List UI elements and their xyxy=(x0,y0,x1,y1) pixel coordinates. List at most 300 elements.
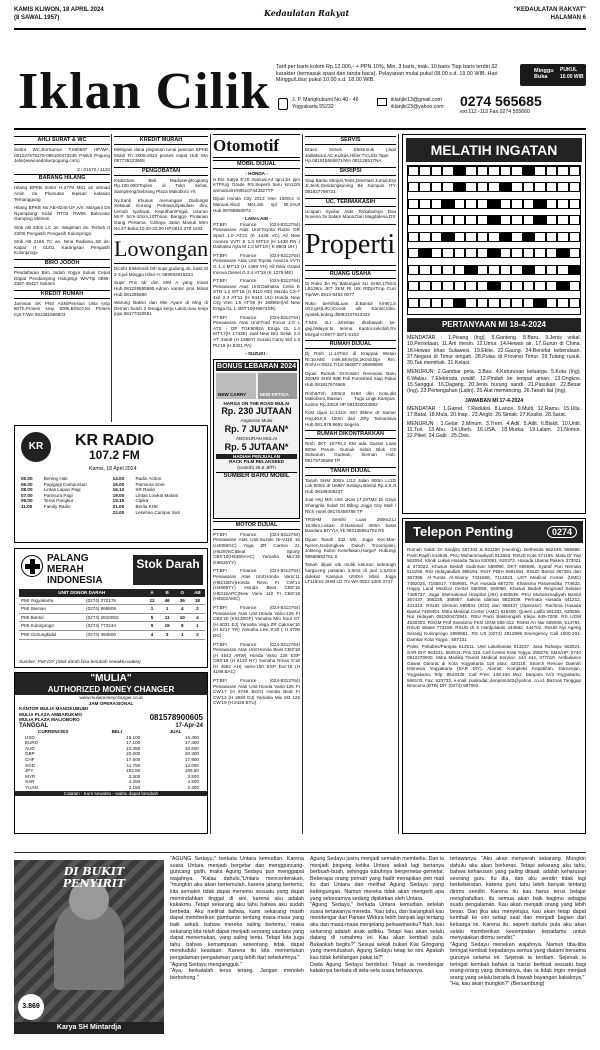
radio-program: Bening Hati xyxy=(43,476,68,481)
pmi-cell: (0274) 394600 xyxy=(86,631,116,637)
currency-cell: JPY xyxy=(25,768,34,774)
menurun-clues: MENURUN: 2.Gambar peta. 3.Bau. 4.Keturunan keluarga. 5.Kota (Ing). 6.Walau. 7.Elektroda positif. 12.Pindah ke tempat aman. 13.Ongkos. 15.Sanggul. 16.Dagang. 20.Jenis burung sandi. 21.Pasukan. 22.Besar (Ing). 23.Pertengahan (Latin). 25.Alat memancing. 26.Tanah liat (Ing). xyxy=(407,369,581,395)
office-2: MULIA PLAZA AMBARUKMO xyxy=(19,711,83,717)
crossword-cell xyxy=(534,166,545,176)
crossword-cell xyxy=(534,281,545,291)
crossword-cell xyxy=(569,298,580,308)
pmi-cell: (0274) 773244 xyxy=(86,623,116,629)
comic-title: DI BUKIT PENYIRIT xyxy=(62,865,126,890)
page-header xyxy=(14,7,586,29)
crossword-cell xyxy=(465,182,476,192)
crossword-cell xyxy=(557,166,568,176)
money-subtitle: AUTHORIZED MONEY CHANGER xyxy=(15,685,207,695)
crossword-cell xyxy=(431,248,442,258)
crossword-cell xyxy=(454,281,465,291)
radio-time: 19.00 xyxy=(112,492,125,498)
pmi-cell: 18 xyxy=(194,597,200,603)
crossword-cell xyxy=(419,281,430,291)
crossword-cell xyxy=(442,248,453,258)
crossword-cell xyxy=(557,265,568,275)
lowongan-heading: Lowongan xyxy=(114,234,208,264)
radio-program: Lintas Lowkin Malam xyxy=(135,492,179,498)
rack-label: RACK FILM RELAKSEED xyxy=(229,459,284,465)
pmi-cell: 11 xyxy=(164,614,170,620)
crossword-cell xyxy=(454,166,465,176)
crossword-cell xyxy=(557,199,568,209)
crossword-cell xyxy=(419,232,430,242)
currency-cell: GBP xyxy=(25,751,35,757)
crossword-cell xyxy=(511,265,522,275)
crossword-cell xyxy=(534,199,545,209)
pmi-row xyxy=(19,605,205,614)
pmi-row xyxy=(19,597,205,605)
crossword-cell xyxy=(454,232,465,242)
currency-cell: 12.000 xyxy=(184,762,199,768)
currency-cell: MYR xyxy=(25,773,36,779)
radio-program: Pamsura Sore xyxy=(135,481,165,487)
classified-ad: Ruko bersih&Luas Jl.Bantul km9(1,b otr2,grs(L/Kc)Cocok utk Kantor,toko, Apotek,bnkng.dlt083107643322 xyxy=(305,300,396,317)
crossword-cell xyxy=(442,199,453,209)
story-column-2: Agung Sedayu justru menjadi semakin membeku. Dan ia menjadi bingung ketika Untara sekali lagi bertanya berbuah-buah, sehingga tubuhnya bergemetar-gemetar. Beberapa orang pernah yang hadir merapikan peti mati itu dari Untara dan melihat Agung Sedayu yang kebingungan. Namun mereka tidak akan mengerti apa yang sebenarnya sedang dipikirkan oleh Untara. "Agung Sedayu," berkata Untara kemudian setelah suara tertawanya mereda. "kau tahu, dan barangkali kau mendengar dari Paman Widura lebih banyak lagi tentang aku dan masa-masa menjelang perkawinanku? Nah, kau sekarang adalah anak adikku. Tetapi kau akan selalu datang di rumahmu ini. Kau akan kembali pula. Bukankah begitu?" Sesuai sekali bukan Kiai Gringsing yang memutuskan, Agung Sedayu tetap ke sini. Apakah kau tidak kehilangan pakai ta?" Dada Agung Sedayu berdebur. Tetapi ia mendengar kakaknya berkata di sela-sela suara tertawanya. xyxy=(310,856,444,975)
classified-ad: Dicribr Elektronik bth supir,gudang,ob, kasir,Sl 2-3,juli Minggu Hbur H: 089092815224 xyxy=(114,266,208,277)
pmi-cell: 4 xyxy=(196,614,199,620)
classified-ad: PT.BFI Finance (024-8312764) Penawaran Atas Unit:Honda Beat CBS'19 (H 4543 ARW) Honda Vario 125 ESP CBS'15 (H 6133 NY) Yamaha Nmax S'18 (H 4592 AH) Vario-150 ESP Exc'18 (H 4198 BAC) xyxy=(213,641,300,675)
crossword-cell xyxy=(431,182,442,192)
crossword-cell xyxy=(488,199,499,209)
radio-program: Berita KHK xyxy=(135,503,159,509)
phone-icon xyxy=(278,98,288,110)
crossword-cell xyxy=(431,166,442,176)
crossword-cell xyxy=(511,281,522,291)
crossword-cell xyxy=(546,265,557,275)
suzuki-bonus-ad xyxy=(213,359,300,519)
crossword-cell xyxy=(511,232,522,242)
jawaban-title: JAWABAN MI 17-4-2024 xyxy=(464,397,524,404)
currency-cell: 17.900 xyxy=(184,756,199,762)
crossword-cell xyxy=(419,199,430,209)
column-4 xyxy=(305,134,396,834)
currency-cell: EURO xyxy=(25,740,39,746)
crossword-cell xyxy=(523,232,534,242)
crossword-cell xyxy=(408,166,419,176)
crossword-cell xyxy=(546,248,557,258)
crossword-title: MELATIH INGATAN xyxy=(406,138,582,162)
crossword-box xyxy=(402,134,586,514)
crossword-cell xyxy=(557,248,568,258)
pmi-cell: PMI Gunungkidul xyxy=(21,631,57,637)
currency-cell: 17.600 xyxy=(126,756,141,762)
classified-ad: Supir Prix tdr dim SIM A yang minat Hub.081229555990,Admin kantor pria Minat Hub.081295590 xyxy=(114,280,208,297)
kr-radio-box xyxy=(14,425,208,543)
radio-time: 21.00 xyxy=(112,503,125,509)
angsuran-value: Rp. 7 JUTAAN* xyxy=(224,424,289,434)
harga-label: HARGA ON THE ROAD MULAI xyxy=(223,400,290,406)
crossword-cell xyxy=(500,182,511,192)
crossword-cell xyxy=(419,248,430,258)
classified-ad: Dijual Tanah 332 M2, Jogja Kec.Mar- Njeren,Gedongkuw Dukuh Trooroyasri, Jokteng Kulon Kesefakan,Harga? Hubungi 08588652701 S xyxy=(305,536,396,559)
paper-title-right: "KEDAULATAN RAKYAT" xyxy=(513,7,586,13)
crossword-cell xyxy=(534,298,545,308)
crossword-cell xyxy=(442,182,453,192)
pmi-cell: 3 xyxy=(165,631,169,637)
crossword-cell xyxy=(546,215,557,225)
radio-program: Lintas Lapan Pagi xyxy=(43,487,81,493)
crossword-cell xyxy=(557,298,568,308)
radio-time: 16.00 xyxy=(112,481,125,487)
crossword-cell xyxy=(569,232,580,242)
radio-name: KR RADIO xyxy=(75,432,155,449)
crossword-cell xyxy=(488,215,499,225)
subsection-honda: - HONDA - xyxy=(245,171,268,176)
classified-ad: Tanah SHM 300m Lt12 Jalan 800m Lc2D Lok 600m dr UMBY Sedayu Bantul Rp.2,8 Jt Hub 08189408237 xyxy=(305,477,396,494)
tanggal-value: 17-Apr-24 xyxy=(175,722,203,729)
crossword-cell xyxy=(569,215,580,225)
minggu-label: Minggu Buka xyxy=(534,68,554,80)
crossword-cell xyxy=(442,215,453,225)
radio-program: Pamsura Pagi xyxy=(43,492,73,498)
pmi-header-cell: O xyxy=(180,590,185,595)
radio-program: Cipika xyxy=(135,498,149,504)
pmi-cell: 9 xyxy=(150,623,154,629)
crossword-cell xyxy=(465,232,476,242)
crossword-cell xyxy=(431,298,442,308)
crossword-cell xyxy=(408,232,419,242)
pmi-cell: PMI Yogyakarta xyxy=(21,597,54,603)
pmi-cell: 5 xyxy=(150,614,154,620)
pmi-cell: PMI Sleman xyxy=(21,606,47,612)
crossword-cell xyxy=(442,166,453,176)
email-1: iklanjkr13@gmail.com xyxy=(391,97,442,103)
pmi-header-cell: UNIT DONOR DARAH xyxy=(58,590,106,595)
radio-program: Family Radio xyxy=(43,503,71,509)
comic-illustration xyxy=(14,860,164,1034)
crossword-cell xyxy=(488,265,499,275)
pmi-cell: 8 xyxy=(181,623,184,629)
minggu-badge xyxy=(520,64,586,86)
crossword-cell xyxy=(477,166,488,176)
radio-time: 09.00 xyxy=(21,498,33,504)
crossword-cell xyxy=(546,182,557,192)
crossword-cell xyxy=(477,281,488,291)
classified-ad: Bravo Servis Elektronik (Jual JadiMsout,AC,Kulkas,Hifier,TV,LED,Tape Hp.081915555971/WA 081126517NA xyxy=(305,147,396,164)
pertanyaan-title: PERTANYAAN MI 18-4-2024 xyxy=(407,318,581,332)
whatsapp-number: 081578900605 xyxy=(149,713,203,722)
crossword-cell xyxy=(523,265,534,275)
pmi-cell: (0274) 372176 xyxy=(86,597,116,603)
crossword-cell xyxy=(408,298,419,308)
crossword-cell xyxy=(569,248,580,258)
pmi-cell: 1 xyxy=(165,606,169,612)
crossword-cell xyxy=(523,298,534,308)
crossword-cell xyxy=(442,265,453,275)
phone-ext: ext.112 -113 Fax.0274 555660 xyxy=(460,109,530,115)
crossword-cell xyxy=(419,166,430,176)
classified-ad: Ny.Santi Khusus menangani Diafungsi Seksual Kurang Perkasa,Ejakulasi dini, Lemah syahwat, Keputhan/Frigid. Ukuran Mr.P 5cm-10cm,10Thnan Banggo Prolanan Gang Pertama, Cahaya Jalan Masuk 50m No.47 Buka:10.00-20.00 HP.0812 278 1193 xyxy=(114,197,208,231)
money-title: "MULIA" xyxy=(15,673,207,685)
pmi-cell: 22 xyxy=(149,597,155,603)
angsuran-label: Angsuran Mulai xyxy=(240,418,273,424)
bonus-title: BONUS LEBARAN 2024 xyxy=(217,362,296,370)
classified-ad: Ksat2Jam Bali Madusenj/Kopiang Rp.100.000/Toples di Toko Sehat, Sampireng/Sebrang Plaza Malioboro Yk xyxy=(114,177,208,194)
currency-cell: 10.600 xyxy=(184,745,199,751)
crossword-cell xyxy=(454,182,465,192)
angsuran2-value: Rp. 5 JUTAAN* xyxy=(224,441,289,452)
crossword-cell xyxy=(408,265,419,275)
price-value: Rp. 230 JUTAAN xyxy=(221,406,292,417)
currency-cell: 16.400 xyxy=(184,734,199,740)
email-2: iklanjkr23@yahoo.com xyxy=(391,104,444,110)
crossword-cell xyxy=(431,215,442,225)
radio-schedule xyxy=(19,476,205,515)
crossword-cell xyxy=(534,232,545,242)
ertiga-label: NEW ERTIGA xyxy=(259,392,289,398)
section-kredit-murah: KREDIT MURAH xyxy=(114,136,208,145)
crossword-cell xyxy=(408,215,419,225)
currency-cell: 2.150 xyxy=(128,784,141,790)
currency-cell: 3.500 xyxy=(187,773,199,779)
currency-cell: USD xyxy=(25,734,35,740)
story-column-3: tertawanya, "Aku akan menyerah sekarang. Mungkin dahulu aku akan berkeras. Tetapi sekarang aku tahu, bahwa keharusan yang paling ditaati, adalah keharusan seorang guru. Itu dia, dan aku sendiri tidak lagi berkeberatan, karena guru tahu lebih banyak tentang dirimu sendiri. Karena itu kau harus terus belajar menghafalkan. Itu semua akan baik bagimu sebagai suatu pengalaman. Kau akan menjadi orang yang lebih besar. Dan jika aku menyetujui, kau akan tetap dapat kembali ke sini setiap saat dan menjadi bagian dari keluarga ini. Karena itu, seperti dahulu pula aku akan selalu memberikan kesempatan kepadamu untuk menyatakan dirimu sendiri." "Agung Sedayu menekan wajahnya. Namun tiba-tiba teringat kembali kepadanya semua yang dialami bersama gurunya selama ini. Sejenak ia terdiam. Sejenak ia teringat kembali bahwa ia harus berbuat sesuatu bagi orang-orang yang dicintainya, dan ia tidak ingin menjadi orang yang selalu berada di bawah bayangan kakaknya." "Ha, kau akan mungkin?" (Bersambung) xyxy=(450,856,586,988)
currency-cell: 17.400 xyxy=(184,740,199,746)
telepon-title: Telepon Penting xyxy=(413,524,514,539)
pmi-cell: PMI Bantul xyxy=(21,614,44,620)
currency-cell: 11.750 xyxy=(126,762,141,768)
currency-cell: CHF xyxy=(25,756,35,762)
crossword-cell xyxy=(546,281,557,291)
classified-ad: PT.BFI Finance (024-8312764) Penawaran Atas Unit:Daihatsu Ceria E STD 1.2 MT'18 (H 9110 ND) Mazda CX-7 4x2 2.3 AT'11 (H 8443 UU) Honda New City Vtec 1.5 AT'08 (H 1885NH)All New Ertiga GL 1.4MT'19(H8874SR) xyxy=(213,278,300,312)
crossword-cell xyxy=(477,265,488,275)
pukul-label: PUKUL 10.00 WIB xyxy=(560,67,584,80)
classified-ad: Jual Hrg Mrh Unit 1Kav LT.297M2 Di Griya Shangrila Indah Dl Bibng Jogja City Mall / Rich Hotel.08175458786 TP xyxy=(305,497,396,514)
pmi-cell: 1 xyxy=(196,623,199,629)
pmi-cell: 1 xyxy=(181,631,184,637)
crossword-cell xyxy=(557,215,568,225)
section-ahli-surat: AHLI SURAT & WC xyxy=(14,136,110,145)
currency-cell: 3.300 xyxy=(128,773,141,779)
crossword-cell xyxy=(454,248,465,258)
radio-time: 14.00 xyxy=(112,476,125,481)
crossword-cell xyxy=(500,298,511,308)
classified-ad: Ucapan Syukur Atas Terkabulnya Doa Novena 3x Salam Maria,Dari Magdalena DS xyxy=(305,208,396,220)
currency-cell: 4.500 xyxy=(187,779,199,785)
crossword-cell xyxy=(431,199,442,209)
crossword-cell xyxy=(557,182,568,192)
crossword-cell xyxy=(477,215,488,225)
currency-header: CURRENCIES xyxy=(38,728,69,734)
pmi-cell: 4 xyxy=(150,631,154,637)
crossword-cell xyxy=(523,215,534,225)
ad-code: 3 / 01570 / 1123 xyxy=(77,166,110,172)
crossword-cell xyxy=(534,265,545,275)
crossword-cell xyxy=(442,232,453,242)
classified-ad: Rmh&Tnh 100m2 SHM dlm Kota,dkt Malioboro,Stasiun Tugu,Lingk.Kampus, Kantor Rp.330Jt HP 081320033982 xyxy=(305,390,396,407)
crossword-cell xyxy=(569,281,580,291)
pmi-note: Sumber: PMI DIY (Stok darah bisa berubah sewaktu-waktu) xyxy=(19,659,141,664)
crossword-cell xyxy=(511,215,522,225)
newspaper-logo: Kedaulatan Rakyat xyxy=(264,8,350,18)
crossword-cell xyxy=(408,199,419,209)
money-site: www.muliamoneychanger.co.id xyxy=(79,695,143,700)
phone-number: 0274 565685 xyxy=(460,93,542,109)
currency-header: JUAL xyxy=(169,728,182,734)
money-note: Catatan : Kurs sewaktu - waktu dapat berubah xyxy=(15,791,207,797)
crossword-cell xyxy=(546,199,557,209)
radio-program: Teras Pangkur xyxy=(43,498,74,504)
classified-ad: H.Rio Satya E'20 manual,A4 tgn1,bs pjm KTP/Ug Grade RS,Seperti baru km12rb an/nama/Hr085107443327TP xyxy=(213,176,300,193)
pmi-cell: 19 xyxy=(164,623,170,629)
currency-cell: SAR xyxy=(25,779,35,785)
currency-cell: SGD xyxy=(25,762,35,768)
address-line-2: Yogyakarta 55232 xyxy=(292,104,334,110)
subsection-lain: - LAIN-LAIN - xyxy=(242,216,271,222)
jawaban-mendatar: MENDATAR : 1.Garret. 7.Reduksi. 8.Lance. 9.Multi. 12.Ramu. 15.Ulla. 17.Batal. 18.Mula. 20.Inap . 23.Anglo. 26.Simak. 27.Koalisi. 28.Sarat. xyxy=(407,405,581,419)
crossword-cell xyxy=(465,281,476,291)
dealer-name: SUMBER BARU MOBIL xyxy=(216,472,297,479)
section-kredit-rumah: KREDIT RUMAH xyxy=(14,290,110,299)
crossword-grid xyxy=(407,165,581,315)
classified-ad: Dj Ruko Jln Ry Bakungan 2Lt SHM,175m2 LB136m JKT 3KM Rt Utk RtDprTmp Cuci Tip/WA 0813-8484 0077 xyxy=(305,280,396,297)
crossword-cell xyxy=(442,281,453,291)
crossword-cell xyxy=(500,166,511,176)
crossword-cell xyxy=(523,281,534,291)
radio-program: Lesehan Campur Sari xyxy=(135,509,181,515)
crossword-cell xyxy=(488,232,499,242)
classified-ad: PT.BFI Finance (024-8312764) Penawaran Atas Unit:Suzuki Ni-V110 16 (H4059GC) Yoga ZR Carson 21 (H5297KC)Beat Sporty CBS'19(H5390AAC) Yamaha Mio'18 (H6525YY) xyxy=(213,531,300,565)
classified-ad: Stnk AB 4302 LC an. Wagiman ds. Terbah rt 23/06 Pengasih Pengasih Kulonprogo xyxy=(14,224,110,236)
radio-program: KR Radio xyxy=(135,487,156,493)
crossword-cell xyxy=(477,298,488,308)
crossword-cell xyxy=(511,298,522,308)
section-tanah-dijual: TANAH DIJUAL xyxy=(305,467,396,476)
crossword-cell xyxy=(500,215,511,225)
section-servis: SERVIS xyxy=(305,136,396,145)
tariff-info: Tarif per baris kolom Rp.12.000,- + PPN 10%, Min. 3 baris, mak. 10 baris Tiap baris terdiri 32 karakter (termasuk spasi dan tanda baca). Pelayanan mulai pukul 08.00 s.d. 19.00 WIB. Hari Minggu/Libur pukul 10.00 s.d. 18.00 WIB. xyxy=(276,64,498,83)
pmi-header-cell: B xyxy=(165,590,169,595)
radio-time: 16.10 xyxy=(112,487,125,493)
crossword-cell xyxy=(500,281,511,291)
section-terimakasih: UC. TERIMAKASIH xyxy=(305,198,396,207)
crossword-cell xyxy=(419,215,430,225)
telepon-code: 0274 xyxy=(547,526,577,538)
properti-heading: Properti xyxy=(305,224,396,266)
comic-caption: Karya SH Mintardja xyxy=(14,1022,164,1034)
crossword-cell xyxy=(431,232,442,242)
column-2 xyxy=(114,134,208,424)
pmi-cell: (0274) 2810062 xyxy=(86,614,119,620)
crossword-cell xyxy=(477,182,488,192)
section-ruang-usaha: RUANG USAHA xyxy=(305,270,396,279)
crossword-cell xyxy=(408,182,419,192)
crossword-cell xyxy=(488,281,499,291)
classified-ad: Melayani dana pinjaman tunai jaminan BPKB Mobil Th 2005-2024 proses cepat Hub WA 087739223668 xyxy=(114,147,208,164)
crossword-cell xyxy=(523,248,534,258)
jawaban-menurun: MENURUN : 1.Gelar. 2.Minum. 3.Trem. 4.Adil. 5.Atlit. 6.Biskit. 10.Until. 11.Tuli. 13.Abu. 14.Ubeh. 16.USA. 18.Murka. 19.Lalam. 21.Nomor. 22.Piket. 24.Gaib . 25.Osis. xyxy=(407,420,581,440)
office-3: MULIA PLAZA MALIOBORO xyxy=(19,717,80,723)
currency-cell: YUAN xyxy=(25,784,38,790)
radio-program: Radio Action xyxy=(135,476,162,481)
email-icon xyxy=(377,98,387,106)
classified-ad: Hilang BPKB No:AB-8240-UF A/n: Margani Ds Nyamplung Kidul RT03 RW05 Balecatur Gamping Sleman xyxy=(14,205,110,222)
money-changer-box xyxy=(14,672,208,834)
radio-date: Kamis, 18 April 2024 xyxy=(89,466,137,472)
currency-cell: 16.100 xyxy=(126,734,141,740)
classified-ad: PT.BFI Finance (024-8312764) Penawaran Atas Unit:Toyota Avanza VVTI G 1.3 MT'12 (H 1499 YH) All New Grand Innova Diesel G 2.4 AT'18 (K 1279 ME) xyxy=(213,252,300,275)
crossword-cell xyxy=(442,298,453,308)
classified-ad: Pendaftaran Biro Jodoh Yogya Solusi Cepat Dapat Pendamping HidupSgr WA/Tlp 0895-3367-39427 Sukses xyxy=(14,269,110,287)
date-javanese: (8 SAWAL 1957) xyxy=(14,15,60,21)
currency-cell: 20.300 xyxy=(184,751,199,757)
pmi-cell: 2 xyxy=(196,631,199,637)
classified-ad: Rmh 3KT 1KTRr,2 KM ada Garasi Luas 800w Perum Gumuk Indah Blok C9 Sidoarum Godean, Sleman Hub. 08179735558 TP xyxy=(305,441,396,463)
crossword-cell xyxy=(569,182,580,192)
crossword-cell xyxy=(569,166,580,176)
classified-ad: PT.BFI Finance (024-8312764) Penawaran Atas Unit:Ford Focus 2.0 L ATS - DP TGK9082A Ertiga GL 1.4 MT'17(H 1743E) Jual New Bro Seluk 2.3 AT' 2Ian8 (H 1696Y) Suzuki Carry Std 1.5 PU'18 (H 8321 PA) xyxy=(213,314,300,348)
classified-ad: Kost djual Lt.131m SKt 36kmr dr Samar ring.40Jt,6 100m dari JIRy Tamanlova Hub.081.878.8692 Segera xyxy=(305,410,396,427)
crossword-cell xyxy=(465,248,476,258)
crossword-cell xyxy=(419,298,430,308)
crossword-cell xyxy=(557,281,568,291)
classified-ad: Sedot WC,BorSumur T.560597 HP/WA: 081227575279-085100473235 P.Widi Pogung Jetis(www.sedotwcpogung.com) xyxy=(14,147,110,164)
tanggal-label: TANGGAL xyxy=(19,722,49,729)
currency-header: BELI xyxy=(111,728,123,734)
pmi-cell: 46 xyxy=(164,597,170,603)
classified-ad: PT.BFI Finance (024-8312764) Penawaran Atas Unit:Honda Vario'11 (H6215DV)Honda Revo FI CW'14 (H4869YY) Honda Beat CBS'18 (H5315APC)New Vario 110 FI CBS'18 (H4502AMC) xyxy=(213,568,300,602)
section-mobil-dijual: MOBIL DIJUAL xyxy=(213,160,300,169)
pmi-cell: PMI Kulonprogo xyxy=(21,623,54,629)
currency-cell: 17.100 xyxy=(126,740,141,746)
pmi-box xyxy=(14,548,208,668)
classified-ad: T.64m 2Lt 2Kestas 2kebawah ke- gaji,bMayor.ts terima Kantor,sekolah,Rv Morgal H:0877-3871-6103 xyxy=(305,320,396,337)
radio-time: 22.00 xyxy=(112,509,125,515)
crossword-cell xyxy=(534,215,545,225)
crossword-cell xyxy=(500,232,511,242)
section-biro-jodoh: BIRO JODOH xyxy=(14,259,110,268)
currency-cell: 2.300 xyxy=(187,784,199,790)
otomotif-heading: Otomotif xyxy=(213,134,300,158)
crossword-cell xyxy=(465,166,476,176)
carry-image xyxy=(216,373,256,399)
currency-cell: 103,50 xyxy=(126,768,141,774)
subsection-suzuki: - SUZUKI - xyxy=(245,351,268,357)
crossword-cell xyxy=(511,166,522,176)
crossword-cell xyxy=(454,215,465,225)
date-left: KAMIS KLIWON, 18 APRIL 2024 xyxy=(14,7,104,13)
pmi-row xyxy=(19,630,205,639)
crossword-cell xyxy=(546,232,557,242)
telepon-penting-box xyxy=(402,518,586,834)
classified-ad: Tanah dijual utk mulik keluran sebrangh harga.Hrg pasaran 3,8m2 di jual 1,5Jtm2 didekat Kampus UNISA Mlati Jogja LT115m2 SHM LD 7m WA 0822 1000 3747 xyxy=(305,562,396,585)
crossword-cell xyxy=(431,281,442,291)
classified-ad: Dj Rmh Lt.147m2 di Krapyak Wetan Rt:10,Mst mek,6Kmr(bt,2Kmd,Dpr Rm, Rmhr.H:0822.Tr1st.Nk0877-36999809 xyxy=(305,351,396,368)
radio-frequency: 107.2 FM xyxy=(89,448,140,462)
crossword-cell xyxy=(454,298,465,308)
radio-time: 08.00 xyxy=(21,487,33,493)
column-3 xyxy=(213,134,300,834)
pmi-cell: 1 xyxy=(150,606,154,612)
pmi-row xyxy=(19,613,205,622)
pmi-cell: 4 xyxy=(181,606,184,612)
crossword-cell xyxy=(523,166,534,176)
crossword-cell xyxy=(465,199,476,209)
pmi-header-cell: A xyxy=(150,590,154,595)
address-line-1: J. P. Mangkubumi No.40 - 46 xyxy=(292,97,359,103)
crossword-cell xyxy=(408,281,419,291)
classified-ad: Stnk AB 2165 TC an. Nina Radiana.,SE ds. Kapat rt 01/01 Karangsari Pengasih Kulonprogo xyxy=(14,239,110,256)
mendatar-clues: MENDATAR : 1.Pisang (Ing). 5.Ganteng. 8.Baru. 9.Jenis vokal. 10.Persetaan. 11.Arti mesin. 12.Umur. 14.Hewan air. 17.Gurun di China. 18.Hewan khas Sulawesi. 19.Ekite. 22.Gaung. 24.Bersifat kebendaan. 27.Negara di Timur tengah. 28.Pulau di Provinsi Timur. 29.Tulang rusuk. 30.Tak memihak. 31.Kelasi. xyxy=(407,335,581,367)
classified-ad: Warung Bakso dan Mie Ayam di Mng di Demen butuh 2 tenaga kerja Laki2,mau kerja jujur.08177020591 xyxy=(114,300,208,317)
crossword-cell xyxy=(488,166,499,176)
currency-cell: 4.250 xyxy=(128,779,141,785)
